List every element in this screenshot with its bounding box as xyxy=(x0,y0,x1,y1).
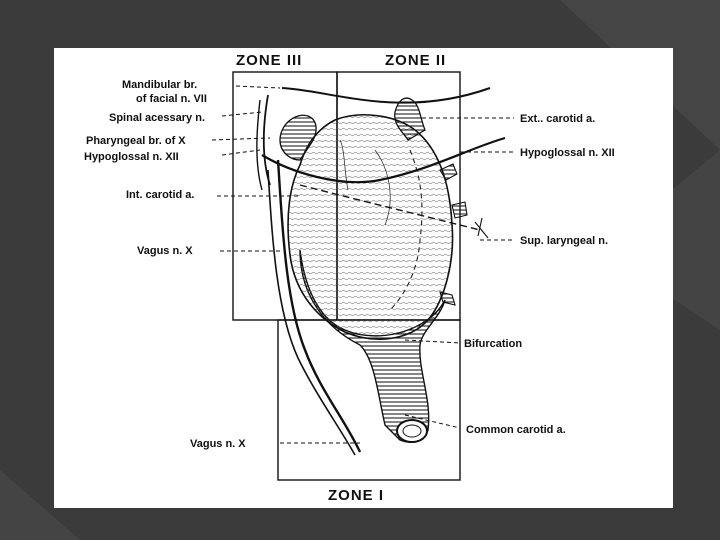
diagram-panel xyxy=(54,48,673,508)
label-spinal-accessory-nerve: Spinal acessary n. xyxy=(109,112,205,124)
zone-one-title: ZONE I xyxy=(328,487,385,504)
label-vagus-upper: Vagus n. X xyxy=(137,245,193,257)
label-hypoglossal-right: Hypoglossal n. XII xyxy=(520,147,615,159)
label-internal-carotid: Int. carotid a. xyxy=(126,189,195,201)
label-superior-laryngeal: Sup. laryngeal n. xyxy=(520,235,609,247)
carotid-zones-diagram xyxy=(54,48,673,508)
label-hypoglossal-left: Hypoglossal n. XII xyxy=(84,151,179,163)
label-vagus-lower: Vagus n. X xyxy=(190,438,246,450)
label-bifurcation: Bifurcation xyxy=(464,338,523,350)
label-common-carotid: Common carotid a. xyxy=(466,424,566,436)
label-external-carotid: Ext.. carotid a. xyxy=(520,113,596,125)
carotid-body-mass xyxy=(288,115,452,339)
label-mandibular-branch: Mandibular br. xyxy=(122,79,198,91)
label-mandibular-branch-line2: of facial n. VII xyxy=(136,93,207,105)
zone-two-title: ZONE II xyxy=(385,52,447,69)
mandibular-nerve xyxy=(282,88,490,103)
label-pharyngeal-branch: Pharyngeal br. of X xyxy=(86,135,186,147)
common-carotid-lumen xyxy=(397,420,427,442)
zone-three-title: ZONE III xyxy=(236,52,303,69)
